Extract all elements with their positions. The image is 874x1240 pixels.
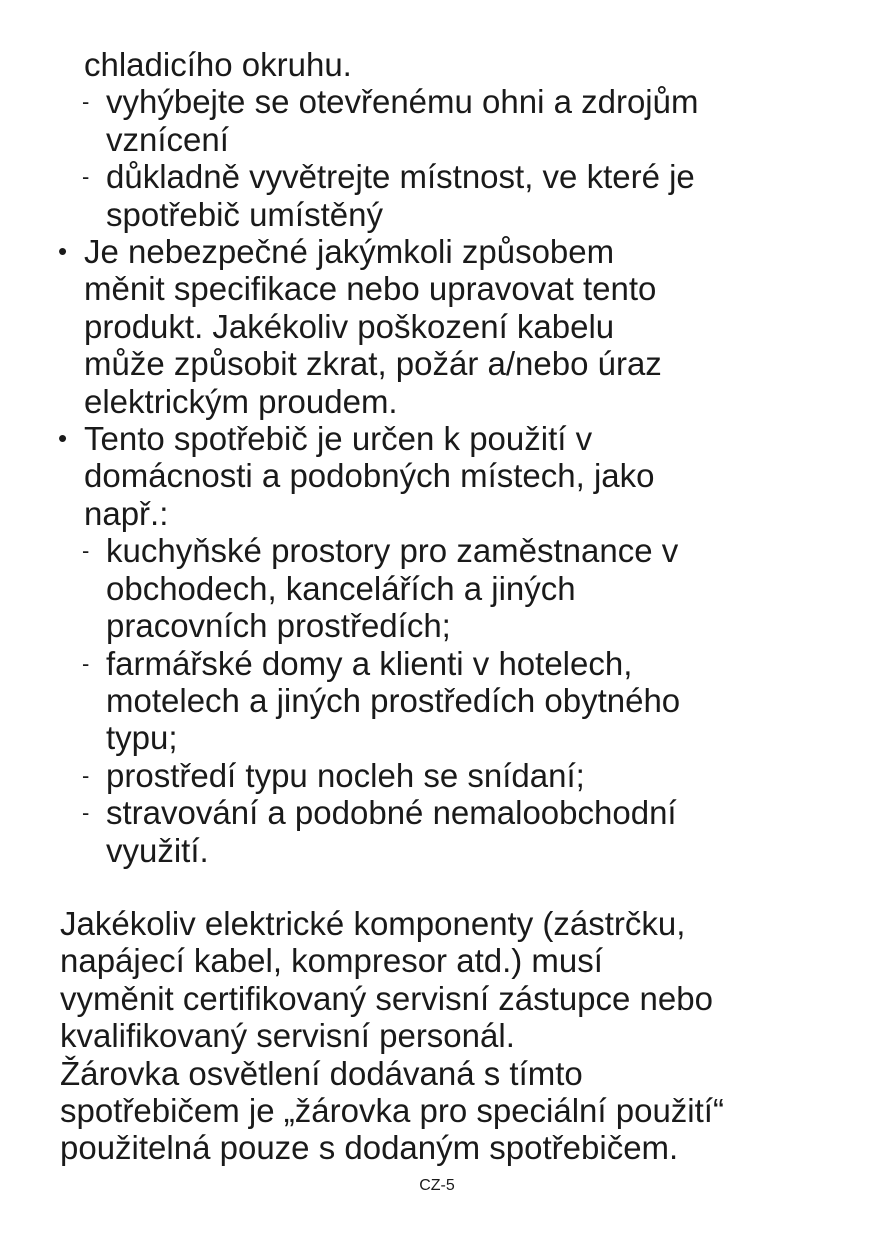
- dash-list-item: [60, 757, 830, 794]
- dash-list-item: [60, 158, 830, 195]
- text-line: Je nebezpečné jakýmkoli způsobem: [84, 233, 615, 271]
- text-line: kvalifikovaný servisní personál.: [60, 1017, 515, 1055]
- text-line: vznícení: [106, 120, 229, 158]
- text-line: chladicího okruhu.: [84, 46, 352, 83]
- dash-marker: -: [82, 538, 90, 564]
- bullet-list-item: [60, 233, 830, 270]
- dash-marker: -: [82, 164, 90, 190]
- dash-marker: -: [82, 89, 90, 115]
- dash-list-item: [60, 645, 830, 682]
- bullet-marker: •: [58, 236, 68, 267]
- text-line: měnit specifikace nebo upravovat tento: [84, 270, 657, 308]
- text-line: Žárovka osvětlení dodávaná s tímto: [60, 1054, 583, 1092]
- text-line: pracovních prostředích;: [106, 607, 451, 645]
- text-line: napájecí kabel, kompresor atd.) musí: [60, 942, 603, 980]
- page-content: [60, 46, 830, 1167]
- text-line: použitelná pouze s dodaným spotřebičem.: [60, 1129, 679, 1167]
- text-line: Tento spotřebič je určen k použití v: [84, 420, 593, 458]
- bullet-marker: •: [58, 423, 68, 454]
- text-line: kuchyňské prostory pro zaměstnance v: [106, 532, 679, 570]
- text-line: spotřebič umístěný: [106, 195, 383, 233]
- dash-marker: -: [82, 800, 90, 826]
- text-line: např.:: [84, 494, 169, 532]
- text-line: farmářské domy a klienti v hotelech,: [106, 644, 633, 682]
- text-line: motelech a jiných prostředích obytného: [106, 681, 681, 719]
- text-line: typu;: [106, 719, 178, 757]
- paragraph-gap: [60, 869, 830, 905]
- dash-marker: -: [82, 762, 90, 788]
- text-line: prostředí typu nocleh se snídaní;: [106, 756, 585, 794]
- text-line: produkt. Jakékoliv poškození kabelu: [84, 307, 615, 345]
- page-number: CZ-5: [419, 1177, 455, 1194]
- text-line: důkladně vyvětrejte místnost, ve které je: [106, 158, 695, 196]
- bullet-list-item: [60, 420, 830, 457]
- text-line: vyhýbejte se otevřenému ohni a zdrojům: [106, 83, 699, 121]
- dash-list-item: [60, 83, 830, 120]
- dash-marker: -: [82, 650, 90, 676]
- text-line: vyměnit certifikovaný servisní zástupce nebo: [60, 979, 713, 1017]
- text-line: domácnosti a podobných místech, jako: [84, 457, 655, 495]
- text-line: stravování a podobné nemaloobchodní: [106, 794, 677, 832]
- text-line: využití.: [106, 831, 209, 869]
- dash-list-item: [60, 794, 830, 831]
- dash-list-item: [60, 532, 830, 569]
- text-line: elektrickým proudem.: [84, 382, 398, 420]
- text-line: obchodech, kancelářích a jiných: [106, 569, 576, 607]
- text-line: může způsobit zkrat, požár a/nebo úraz: [84, 345, 662, 383]
- text-line: Jakékoliv elektrické komponenty (zástrčku,: [60, 904, 686, 942]
- text-line: spotřebičem je „žárovka pro speciální použití“: [60, 1091, 724, 1129]
